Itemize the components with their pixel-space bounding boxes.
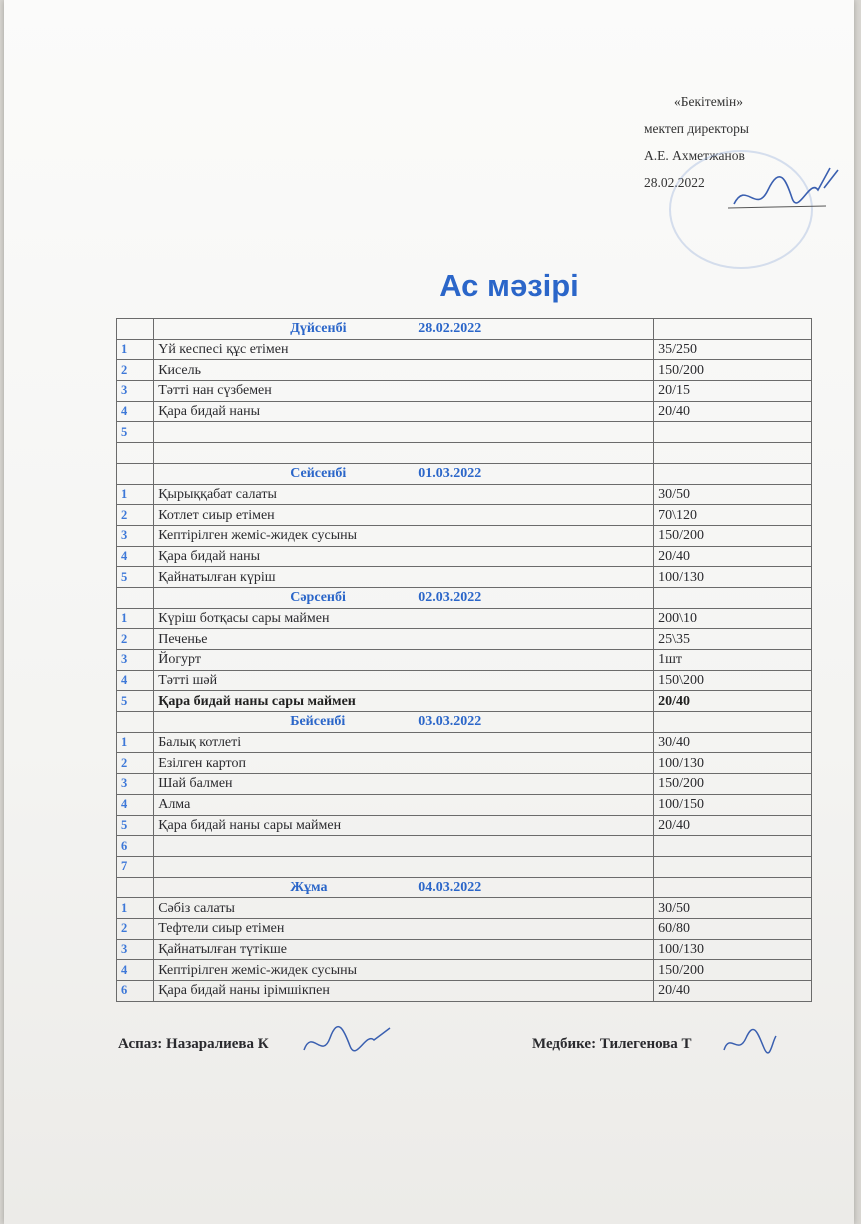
menu-item-row (117, 525, 812, 546)
item-portion: 1шт (654, 650, 812, 671)
menu-item-row (117, 381, 812, 402)
menu-item-row (117, 422, 812, 443)
day-header-cell (154, 463, 654, 484)
menu-item-row (117, 629, 812, 650)
day-header-cell (154, 319, 654, 340)
item-name: Қара бидай наны сары маймен (154, 691, 654, 712)
item-portion: 20/40 (654, 401, 812, 422)
item-portion: 30/50 (654, 898, 812, 919)
day-header-row (117, 319, 812, 340)
item-portion: 200\10 (654, 608, 812, 629)
item-portion: 30/40 (654, 732, 812, 753)
item-portion: 70\120 (654, 505, 812, 526)
day-header-row (117, 587, 812, 608)
item-portion: 20/40 (654, 815, 812, 836)
day-date: 03.03.2022 (418, 714, 482, 730)
nurse-signature (720, 1026, 780, 1062)
day-header-qty-cell (654, 877, 812, 898)
item-name: Балық котлеті (154, 732, 654, 753)
day-header-num-cell (117, 587, 154, 608)
menu-item-row (117, 484, 812, 505)
menu-item-row (117, 836, 812, 857)
approval-heading: «Бекітемін» (674, 94, 743, 109)
day-header-num-cell (117, 712, 154, 733)
item-name: Қара бидай наны ірімшікпен (154, 981, 654, 1002)
day-header-qty-cell (654, 463, 812, 484)
item-number (117, 443, 154, 464)
menu-item-row (117, 898, 812, 919)
menu-item-row (117, 401, 812, 422)
approval-date: 28.02.2022 (644, 175, 705, 190)
menu-item-row (117, 981, 812, 1002)
day-date: 28.02.2022 (418, 321, 482, 337)
day-header-row (117, 877, 812, 898)
item-portion: 100/130 (654, 939, 812, 960)
day-header-row (117, 463, 812, 484)
day-header-qty-cell (654, 319, 812, 340)
menu-item-row (117, 918, 812, 939)
day-name: Бейсенбі (290, 714, 346, 730)
item-number: 2 (117, 360, 154, 381)
item-portion: 100/130 (654, 753, 812, 774)
day-header-num-cell (117, 877, 154, 898)
item-portion: 20/40 (654, 981, 812, 1002)
item-name (154, 856, 654, 877)
item-number: 5 (117, 691, 154, 712)
item-name: Күріш ботқасы сары маймен (154, 608, 654, 629)
item-number: 5 (117, 815, 154, 836)
day-name: Жұма (290, 879, 328, 895)
day-date: 04.03.2022 (418, 879, 482, 895)
item-portion: 25\35 (654, 629, 812, 650)
item-number: 2 (117, 753, 154, 774)
cook-label: Аспаз: Назаралиева К (118, 1036, 269, 1052)
page-title: Ас мәзірі (439, 268, 579, 303)
director-signature (726, 160, 846, 220)
item-portion: 150\200 (654, 670, 812, 691)
item-number: 1 (117, 732, 154, 753)
item-portion: 100/130 (654, 567, 812, 588)
item-name: Қара бидай наны сары маймен (154, 815, 654, 836)
item-portion: 150/200 (654, 774, 812, 795)
item-number: 1 (117, 484, 154, 505)
day-header-cell (154, 877, 654, 898)
menu-item-row (117, 608, 812, 629)
item-portion: 60/80 (654, 918, 812, 939)
menu-item-row (117, 567, 812, 588)
item-number: 4 (117, 546, 154, 567)
menu-item-row (117, 815, 812, 836)
item-number: 3 (117, 381, 154, 402)
item-number: 4 (117, 794, 154, 815)
item-number: 5 (117, 422, 154, 443)
menu-item-row (117, 339, 812, 360)
item-name (154, 443, 654, 464)
item-name: Печенье (154, 629, 654, 650)
approval-position: мектеп директоры (644, 121, 749, 136)
menu-item-row (117, 443, 812, 464)
item-name: Кисель (154, 360, 654, 381)
day-name: Сәрсенбі (290, 590, 346, 606)
item-portion: 150/200 (654, 960, 812, 981)
day-header-cell (154, 712, 654, 733)
day-name: Сейсенбі (290, 466, 347, 482)
day-date: 02.03.2022 (418, 590, 482, 606)
menu-item-row (117, 691, 812, 712)
menu-table (116, 318, 812, 1002)
item-name (154, 422, 654, 443)
item-number: 2 (117, 629, 154, 650)
item-number: 2 (117, 918, 154, 939)
item-name: Тәтті нан сүзбемен (154, 381, 654, 402)
menu-item-row (117, 856, 812, 877)
day-header-row (117, 712, 812, 733)
item-name: Үй кеспесі құс етімен (154, 339, 654, 360)
item-number: 1 (117, 898, 154, 919)
item-name (154, 836, 654, 857)
nurse-label: Медбике: Тилегенова Т (532, 1036, 692, 1052)
menu-item-row (117, 774, 812, 795)
item-name: Шай балмен (154, 774, 654, 795)
cook-signature-line (118, 1036, 269, 1053)
item-name: Тефтели сиыр етімен (154, 918, 654, 939)
item-portion (654, 836, 812, 857)
item-name: Алма (154, 794, 654, 815)
item-portion: 150/200 (654, 525, 812, 546)
item-name: Қара бидай наны (154, 546, 654, 567)
item-name: Тәтті шәй (154, 670, 654, 691)
item-number: 6 (117, 836, 154, 857)
item-number: 6 (117, 981, 154, 1002)
item-name: Кептірілген жеміс-жидек сусыны (154, 525, 654, 546)
item-number: 1 (117, 608, 154, 629)
item-portion: 100/150 (654, 794, 812, 815)
item-number: 3 (117, 525, 154, 546)
day-header-qty-cell (654, 712, 812, 733)
item-number: 2 (117, 505, 154, 526)
day-header-qty-cell (654, 587, 812, 608)
nurse-signature-line (532, 1036, 692, 1053)
item-number: 3 (117, 650, 154, 671)
item-portion: 20/40 (654, 691, 812, 712)
menu-item-row (117, 546, 812, 567)
document-sheet (4, 0, 854, 1224)
day-header-cell (154, 587, 654, 608)
menu-item-row (117, 753, 812, 774)
item-portion: 20/15 (654, 381, 812, 402)
item-number: 4 (117, 401, 154, 422)
item-portion: 20/40 (654, 546, 812, 567)
item-name: Езілген картоп (154, 753, 654, 774)
menu-item-row (117, 794, 812, 815)
item-name: Қара бидай наны (154, 401, 654, 422)
menu-item-row (117, 670, 812, 691)
item-number: 5 (117, 567, 154, 588)
item-name: Қайнатылған түтікше (154, 939, 654, 960)
menu-item-row (117, 960, 812, 981)
item-portion (654, 443, 812, 464)
day-header-num-cell (117, 319, 154, 340)
item-number: 7 (117, 856, 154, 877)
day-header-num-cell (117, 463, 154, 484)
item-name: Қайнатылған күріш (154, 567, 654, 588)
menu-table-body (117, 319, 812, 1002)
item-name: Сәбіз салаты (154, 898, 654, 919)
item-number: 4 (117, 670, 154, 691)
item-number: 1 (117, 339, 154, 360)
item-number: 3 (117, 939, 154, 960)
menu-item-row (117, 505, 812, 526)
cook-signature (300, 1020, 395, 1065)
item-name: Котлет сиыр етімен (154, 505, 654, 526)
item-portion: 150/200 (654, 360, 812, 381)
item-number: 4 (117, 960, 154, 981)
item-number: 3 (117, 774, 154, 795)
menu-item-row (117, 732, 812, 753)
item-name: Кептірілген жеміс-жидек сусыны (154, 960, 654, 981)
approval-director-name: А.Е. Ахметжанов (644, 148, 745, 163)
item-name: Йогурт (154, 650, 654, 671)
menu-item-row (117, 650, 812, 671)
item-name: Қырыққабат салаты (154, 484, 654, 505)
item-portion (654, 856, 812, 877)
item-portion: 30/50 (654, 484, 812, 505)
menu-item-row (117, 360, 812, 381)
menu-item-row (117, 939, 812, 960)
item-portion (654, 422, 812, 443)
day-name: Дүйсенбі (290, 321, 347, 337)
day-date: 01.03.2022 (418, 466, 482, 482)
item-portion: 35/250 (654, 339, 812, 360)
